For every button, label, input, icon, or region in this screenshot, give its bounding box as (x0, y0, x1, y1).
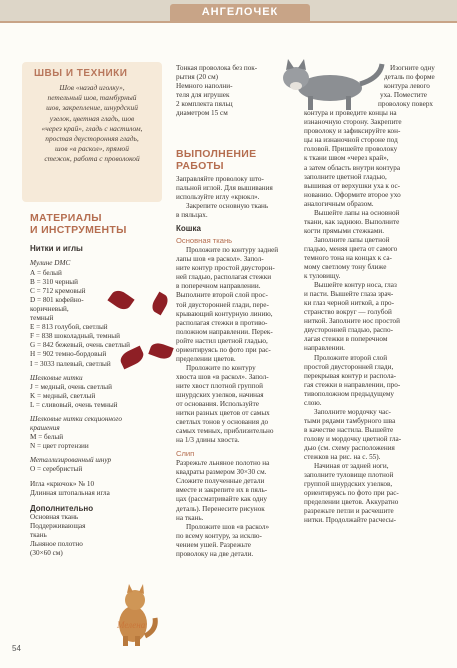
techniques-line: «через край», гладь с настилом, (41, 123, 143, 133)
needle-item: Длинная штопальная игла (30, 489, 110, 498)
text-line: к туловищу. (304, 272, 341, 281)
text-line: цы на изнаночной стороне под (304, 136, 398, 145)
supply-line: рытия (20 см) (176, 73, 219, 82)
header-divider (0, 21, 457, 23)
silk-item: J = медный, очень светлый (30, 382, 112, 391)
text-line: светлых тонов у основания до (176, 418, 269, 427)
supply-line: теля для игрушек (176, 91, 230, 100)
materials-title (30, 212, 170, 236)
section-silk-item: N = цвет гортензии (30, 441, 89, 450)
dmc-item: Н = 902 темно-бордовый (30, 350, 107, 359)
text-line: на ткань. (176, 513, 204, 522)
dmc-item: темный (30, 314, 54, 323)
text-line: голову и мордочку цветной гла- (304, 434, 402, 443)
techniques-box (22, 62, 162, 202)
techniques-line: Шов «назад иголку», (59, 83, 125, 92)
text-line: Вышейте лапы на основной (314, 208, 400, 217)
text-line: пределении цветов. (176, 354, 236, 363)
text-line: шнурдских узелков, начиная (176, 390, 264, 399)
text-line: Сложите полученные детали (176, 477, 265, 486)
text-line: Разрежьте льняное полотно на (176, 459, 270, 468)
text-line: лапы шов «в раскол». Запол- (176, 255, 264, 264)
supply-line: диаметром 15 см (176, 109, 228, 118)
execution-title: ВЫПОЛНЕНИЕ РАБОТЫ (176, 148, 257, 172)
cat-illustration-bottom (105, 578, 165, 648)
dmc-title: Мулине DMC (30, 259, 71, 267)
execution-intro (176, 175, 301, 220)
slip-text (176, 459, 301, 559)
text-line: направлении. (304, 344, 345, 353)
techniques-line: петельный шов, тамбурный (47, 93, 137, 103)
text-line: слою. (304, 398, 322, 407)
dmc-item: Е = 813 голубой, светлый (30, 323, 108, 332)
text-line: вместе и закрепите их в пяль- (176, 486, 268, 495)
techniques-line: стежок, работа с проволокой (44, 154, 140, 164)
text-line: вышивая от верхушки уха к ос- (304, 181, 401, 190)
techniques-line: простая двусторонняя гладь, (45, 134, 139, 144)
section-silk-title-line: Шелковые нитки секционного (30, 414, 122, 423)
text-line: в поперечном направлении. (176, 282, 261, 291)
signature: Мелена (117, 620, 146, 630)
materials-title-line: И ИНСТРУМЕНТЫ (30, 224, 127, 236)
extra-item: Основная ткань (30, 513, 79, 522)
text-line: разрежьте петли и расчешите (304, 507, 394, 516)
text-line: деталь). Перенесите рисунок (176, 504, 265, 513)
dmc-item: D = 801 кофейно- (30, 296, 84, 305)
text-line: в качестве настила. Вышейте (304, 425, 394, 434)
text-line: Изогните одну (390, 64, 435, 72)
text-line: Вышейте контур носа, глаз (314, 281, 397, 290)
dmc-item: В = 310 черный (30, 278, 78, 287)
text-line: заполните туловище плотной (304, 471, 394, 480)
text-line: простой двусторонней глади, (304, 362, 394, 371)
text-line: ните контур простой двусторон- (176, 264, 275, 273)
main-fabric-text (176, 246, 301, 445)
text-line: ткани, как заднюю. Выполните (304, 217, 400, 226)
text-line: нитки. Продолжайте расчесы- (304, 516, 397, 525)
metal-item: O = серебристый (30, 464, 83, 473)
text-line: самых темных, приблизительно (176, 427, 274, 436)
text-line: нованию. Оформите второе ухо (304, 190, 401, 199)
text-line: а затем область внутри контура (304, 163, 401, 172)
section-silk-title (30, 415, 170, 433)
text-line: лагая стежки в поперечном (304, 335, 388, 344)
text-line: положном направлении. Перек- (176, 327, 273, 336)
dmc-item: F = 838 шоколадный, темный (30, 332, 120, 341)
text-line: тивоположном предыдущему (304, 389, 395, 398)
text-line: мому светлому тону ближе (304, 263, 387, 272)
text-line: ниткой. Заполните нос простой (304, 317, 400, 326)
techniques-line: шов, закрепление, шнурдский (46, 103, 138, 113)
text-line: квадраты размером 30×30 см. (176, 468, 267, 477)
text-line: изнаночную сторону. Закрепите (304, 118, 402, 127)
section-silk-item: M = белый (30, 432, 64, 441)
chapter-title: АНГЕЛОЧЕК (170, 4, 310, 21)
cat-title: Кошка (176, 224, 201, 234)
dmc-item: А = белый (30, 269, 62, 278)
materials-title-line: МАТЕРИАЛЫ (30, 212, 102, 224)
text-line: странство вокруг — голубой (304, 308, 392, 317)
metal-title: Металлизированный шнур (30, 455, 112, 464)
text-line: тыми рядами тамбурного шва (304, 416, 396, 425)
text-line: проволоку и зафиксируйте кон- (304, 127, 401, 136)
text-line: хвоста шов «в раскол». Запол- (176, 372, 269, 381)
text-line: Проложите второй слой (314, 353, 388, 362)
silk-item: L = сливовый, очень темный (30, 400, 118, 409)
extra-item: Льняное полотно (30, 540, 83, 549)
main-fabric-title: Основная ткань (176, 236, 233, 246)
dmc-item: С = 712 кремовый (30, 287, 86, 296)
silk-item: K = медный, светлый (30, 391, 96, 400)
needle-item: Игла «крючок» № 10 (30, 480, 95, 489)
text-line: стежков на рис. на с. 55). (304, 453, 381, 462)
text-line: Проложите шов «в раскол» (186, 522, 270, 531)
supply-line: Тонкая проволока без пок- (176, 64, 258, 72)
text-line: Проложите по контуру задней (186, 246, 279, 255)
intro-line: Закрепите основную ткань (186, 202, 269, 211)
extra-item: Поддерживающая (30, 522, 86, 531)
supply-line: Немного наполни- (176, 82, 233, 91)
text-line: чением ушей. Разрежьте (176, 540, 251, 549)
text-line: уха. Поместите (380, 91, 427, 100)
text-line: ориентируясь по фото при рас- (176, 345, 271, 354)
text-line: когти прямыми стежками. (304, 226, 385, 235)
section-silk-title-line: крашения (30, 423, 60, 432)
text-line: гая стежки в направлении, про- (304, 380, 401, 389)
text-line: Начиная от задней ноги, (314, 462, 389, 471)
text-line: располагая стежки в противо- (176, 318, 268, 327)
extra-title: Дополнительно (30, 504, 94, 514)
supply-line: 2 комплекта пяльц (176, 100, 233, 109)
intro-line: Заправляйте проволоку што- (176, 175, 264, 183)
text-line: группой шнурдских узелков, (304, 480, 393, 489)
text-line: гладью, меняя цвета от самого (304, 244, 398, 253)
dmc-item: I = 3033 палевый, светлый (30, 359, 111, 368)
text-line: к ткани швом «через край», (304, 154, 389, 163)
text-line: ройте настил цветной гладью, (176, 336, 268, 345)
text-line: проволоку на две детали. (176, 549, 254, 558)
text-line: контура и проведите концы на (304, 109, 397, 118)
text-line: пределении цветов. Аккуратно (304, 498, 399, 507)
text-line: Выполните второй слой прос- (176, 291, 268, 300)
text-line: ните хвост плотной группой (176, 381, 263, 390)
text-line: аналогичным образом. (304, 199, 374, 208)
techniques-title: ШВЫ И ТЕХНИКИ (34, 68, 128, 79)
text-line: контура левого (384, 82, 430, 91)
text-line: и пасти. Вышейте глаза зрач- (304, 290, 394, 299)
text-line: головой. Пришейте проволоку (304, 145, 398, 154)
silk-title: Шелковые нитки (30, 373, 83, 382)
text-line: двусторонней гладью, распо- (304, 326, 394, 335)
dmc-item: G = 842 бежевый, очень светлый (30, 341, 130, 350)
dmc-item: коричневый, (30, 305, 69, 314)
text-line: ней гладью, располагая стежки (176, 273, 272, 282)
text-line: той двусторонней глади, пере- (176, 300, 269, 309)
text-line: ориентируясь по фото при рас- (304, 489, 399, 498)
intro-line: используйте иглу «крюкл». (176, 193, 260, 202)
materials-column (30, 212, 170, 558)
text-line: по всему контуру, за исклю- (176, 531, 262, 540)
execution-column (176, 148, 301, 559)
text-line: Проложите по контуру (186, 363, 256, 372)
techniques-list (22, 83, 162, 165)
text-line: проволоку поверх (378, 100, 434, 109)
threads-title: Нитки и иглы (30, 244, 83, 253)
text-line: деталь по форме (384, 73, 435, 82)
text-line: цах (рассматривайте как одну (176, 495, 267, 504)
text-line: заполните цветной гладью, (304, 172, 387, 181)
dmc-list (30, 259, 170, 558)
techniques-line: шов «в раскол», прямой (55, 144, 129, 154)
text-line: нитки разных цветов от самых (176, 409, 270, 418)
text-line: от основания. Используйте (176, 400, 259, 409)
intro-line: в пяльцах. (176, 211, 208, 220)
techniques-line: узелок, цветная гладь, шов (49, 113, 135, 123)
text-line: на 1/3 длины хвоста. (176, 436, 240, 445)
extra-item: (30×60 см) (30, 549, 63, 558)
text-line: дью (см. схему расположения (304, 443, 395, 452)
text-line: темного тона на концах к са- (304, 253, 392, 262)
text-line: Заполните лапы цветной (314, 235, 390, 244)
page-number: 54 (12, 644, 21, 653)
text-line: ки глаз черной ниткой, а про- (304, 299, 395, 308)
instructions-column-3 (304, 64, 436, 525)
text-line: Заполните мордочку час- (314, 407, 391, 416)
text-line: перекрывая контур и распола- (304, 371, 397, 380)
text-line: крывающий контурную линию, (176, 309, 273, 318)
slip-title: Слип (176, 449, 195, 459)
extra-item: ткань (30, 531, 47, 540)
intro-line: пальной иглой. Для вышивания (176, 184, 273, 193)
